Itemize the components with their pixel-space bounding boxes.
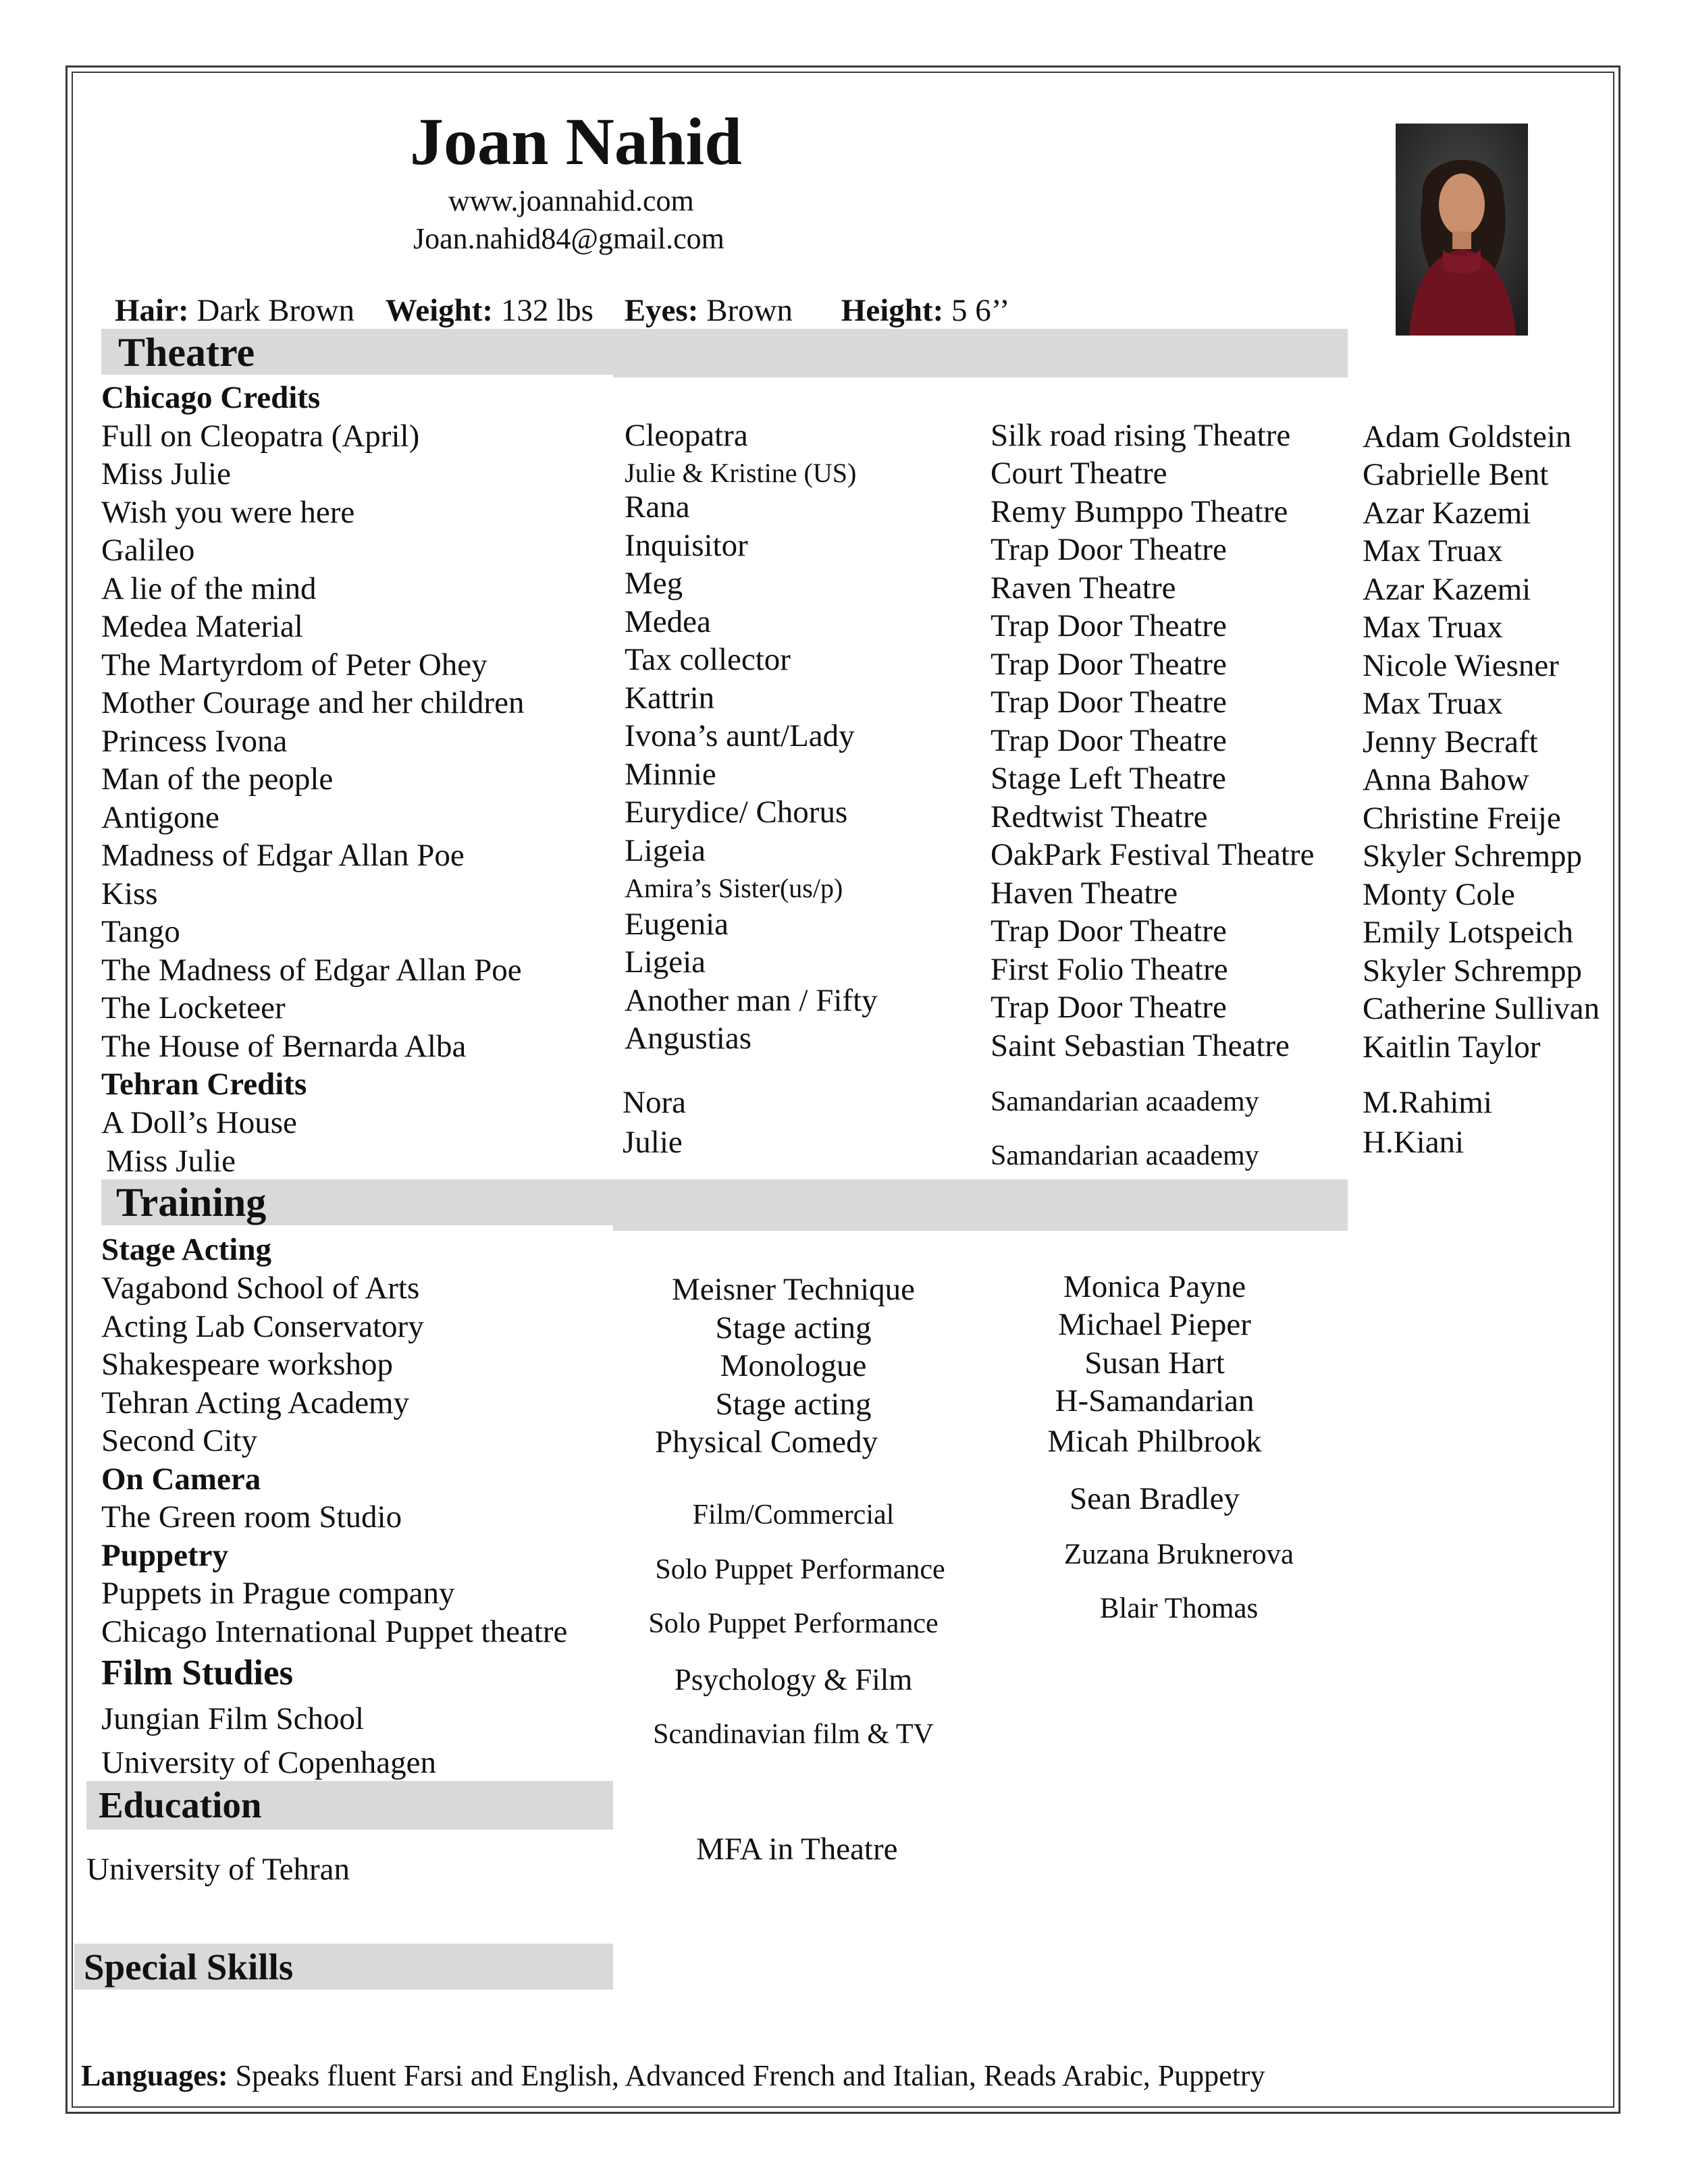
school: Acting Lab Conservatory [101, 1309, 424, 1344]
film-studies-heading: Film Studies [101, 1653, 294, 1693]
tehran-credits-heading: Tehran Credits [101, 1067, 307, 1102]
show-title: Princess Ivona [101, 724, 288, 759]
show-title: Miss Julie [101, 456, 231, 491]
email-link[interactable]: Joan.nahid84@gmail.com [413, 222, 724, 255]
role: Inquisitor [625, 528, 748, 563]
director: Max Truax [1363, 686, 1503, 721]
venue: Trap Door Theatre [991, 608, 1227, 643]
hair-value: Dark Brown [196, 293, 355, 328]
website-link[interactable]: www.joannahid.com [448, 184, 694, 217]
subject: Stage acting [715, 1310, 872, 1346]
teacher: Sean Bradley [1070, 1481, 1240, 1516]
venue: Trap Door Theatre [991, 532, 1227, 567]
director: Kaitlin Taylor [1363, 1030, 1541, 1065]
chicago-credits-heading: Chicago Credits [101, 380, 321, 415]
school: Chicago International Puppet theatre [101, 1614, 568, 1649]
venue: Saint Sebastian Theatre [991, 1028, 1290, 1063]
venue: Samandarian acaademy [991, 1140, 1259, 1171]
training-heading: Training [116, 1180, 267, 1225]
director: Adam Goldstein [1363, 419, 1572, 454]
director: Skyler Schrempp [1363, 953, 1583, 988]
role: Medea [625, 604, 711, 639]
role: Julie & Kristine (US) [625, 458, 857, 488]
subject: Meisner Technique [672, 1272, 915, 1307]
school: Puppets in Prague company [101, 1576, 455, 1611]
languages-line [81, 2057, 1265, 2095]
languages-label: Languages: [81, 2059, 228, 2092]
role: Kattrin [625, 681, 715, 716]
role: Ivona’s aunt/Lady [625, 718, 855, 753]
venue: Samandarian acaademy [991, 1086, 1259, 1117]
hair-label: Hair: [115, 293, 189, 328]
show-title: The House of Bernarda Alba [101, 1029, 467, 1064]
stage-acting-heading: Stage Acting [101, 1232, 271, 1267]
role: Rana [625, 489, 690, 525]
director: Monty Cole [1363, 877, 1515, 912]
venue: Trap Door Theatre [991, 723, 1227, 758]
education-heading: Education [99, 1784, 262, 1826]
on-camera-heading: On Camera [101, 1462, 261, 1497]
show-title: Tango [101, 914, 180, 949]
venue: Silk road rising Theatre [991, 418, 1291, 453]
show-title: Man of the people [101, 762, 334, 797]
show-title: Wish you were here [101, 495, 355, 530]
director: M.Rahimi [1363, 1085, 1492, 1120]
director: Jenny Becraft [1363, 724, 1538, 760]
role: Angustias [625, 1021, 751, 1056]
role: Minnie [625, 757, 716, 792]
teacher: Blair Thomas [1099, 1593, 1259, 1624]
show-title: Kiss [101, 876, 158, 911]
eyes-label: Eyes: [624, 293, 699, 328]
venue: Trap Door Theatre [991, 685, 1227, 720]
subject: Film/Commercial [692, 1499, 895, 1530]
venue: Trap Door Theatre [991, 647, 1227, 682]
school: University of Copenhagen [101, 1745, 437, 1780]
director: Azar Kazemi [1363, 572, 1531, 607]
role: Another man / Fifty [625, 983, 878, 1018]
director: Christine Freije [1363, 801, 1561, 836]
teacher: Monica Payne [1063, 1269, 1246, 1304]
height-label: Height: [841, 293, 944, 328]
role: Julie [623, 1125, 683, 1160]
teacher: Michael Pieper [1058, 1307, 1251, 1342]
venue: Trap Door Theatre [991, 990, 1227, 1025]
subject: Physical Comedy [654, 1424, 878, 1460]
education-degree: MFA in Theatre [696, 1832, 898, 1867]
school: The Green room Studio [101, 1499, 402, 1535]
venue: Trap Door Theatre [991, 913, 1227, 949]
weight-label: Weight: [385, 293, 494, 328]
director: H.Kiani [1363, 1125, 1465, 1160]
subject: Stage acting [715, 1387, 872, 1422]
subject: Solo Puppet Performance [655, 1554, 945, 1585]
show-title: A lie of the mind [101, 571, 317, 606]
show-title: The Locketeer [101, 990, 286, 1026]
venue: First Folio Theatre [991, 952, 1228, 987]
eyes-value: Brown [706, 293, 793, 328]
show-title: The Madness of Edgar Allan Poe [101, 953, 522, 988]
school: Tehran Acting Academy [101, 1385, 410, 1420]
subject: Monologue [720, 1348, 867, 1383]
physical-stats [115, 290, 1010, 331]
theatre-heading: Theatre [118, 330, 255, 375]
role: Ligeia [625, 944, 706, 980]
role: Cleopatra [625, 418, 748, 453]
show-title: Madness of Edgar Allan Poe [101, 838, 465, 873]
venue: Haven Theatre [991, 876, 1178, 911]
show-title: Full on Cleopatra (April) [101, 419, 420, 454]
show-title: Mother Courage and her children [101, 685, 525, 720]
theatre-section-bar-right [613, 329, 1348, 377]
education-school: University of Tehran [86, 1852, 350, 1887]
role: Eurydice/ Chorus [625, 795, 848, 830]
training-section-bar-right [613, 1179, 1348, 1231]
role: Amira’s Sister(us/p) [625, 873, 843, 903]
subject: Solo Puppet Performance [648, 1608, 939, 1639]
subject: Psychology & Film [674, 1663, 913, 1697]
subject: Scandinavian film & TV [653, 1719, 934, 1750]
show-title: Galileo [101, 533, 195, 568]
teacher: Susan Hart [1084, 1346, 1225, 1381]
school: Shakespeare workshop [101, 1347, 394, 1382]
show-title: Antigone [101, 800, 219, 835]
director: Anna Bahow [1363, 762, 1529, 797]
actor-name: Joan Nahid [410, 104, 742, 179]
languages-value: Speaks fluent Farsi and English, Advanced French and Italian, Reads Arabic, Puppetry [235, 2059, 1265, 2092]
headshot-photo [1396, 124, 1528, 336]
school: Vagabond School of Arts [101, 1271, 420, 1306]
director: Azar Kazemi [1363, 496, 1531, 531]
role: Ligeia [625, 833, 706, 868]
venue: OakPark Festival Theatre [991, 837, 1315, 872]
teacher: Micah Philbrook [1047, 1424, 1262, 1459]
venue: Stage Left Theatre [991, 761, 1226, 796]
role: Tax collector [625, 642, 791, 677]
director: Skyler Schrempp [1363, 838, 1583, 874]
show-title: A Doll’s House [101, 1105, 297, 1140]
show-title: Medea Material [101, 609, 303, 644]
director: Catherine Sullivan [1363, 991, 1600, 1026]
teacher: Zuzana Bruknerova [1063, 1539, 1294, 1570]
puppetry-heading: Puppetry [101, 1538, 228, 1573]
venue: Redtwist Theatre [991, 799, 1208, 834]
weight-value: 132 lbs [500, 293, 594, 328]
director: Nicole Wiesner [1363, 648, 1559, 683]
director: Max Truax [1363, 610, 1503, 645]
role: Eugenia [625, 907, 729, 942]
teacher: H-Samandarian [1055, 1383, 1255, 1418]
role: Nora [623, 1085, 686, 1120]
director: Emily Lotspeich [1363, 915, 1573, 950]
venue: Remy Bumppo Theatre [991, 494, 1288, 529]
venue: Court Theatre [991, 456, 1167, 491]
show-title: The Martyrdom of Peter Ohey [101, 647, 487, 683]
director: Gabrielle Bent [1363, 457, 1549, 492]
school: Jungian Film School [101, 1701, 365, 1736]
show-title: Miss Julie [106, 1144, 236, 1179]
school: Second City [101, 1423, 258, 1458]
role: Meg [625, 566, 683, 601]
special-skills-heading: Special Skills [84, 1946, 294, 1988]
director: Max Truax [1363, 533, 1503, 568]
venue: Raven Theatre [991, 570, 1176, 606]
height-value: 5 6’’ [951, 293, 1010, 328]
